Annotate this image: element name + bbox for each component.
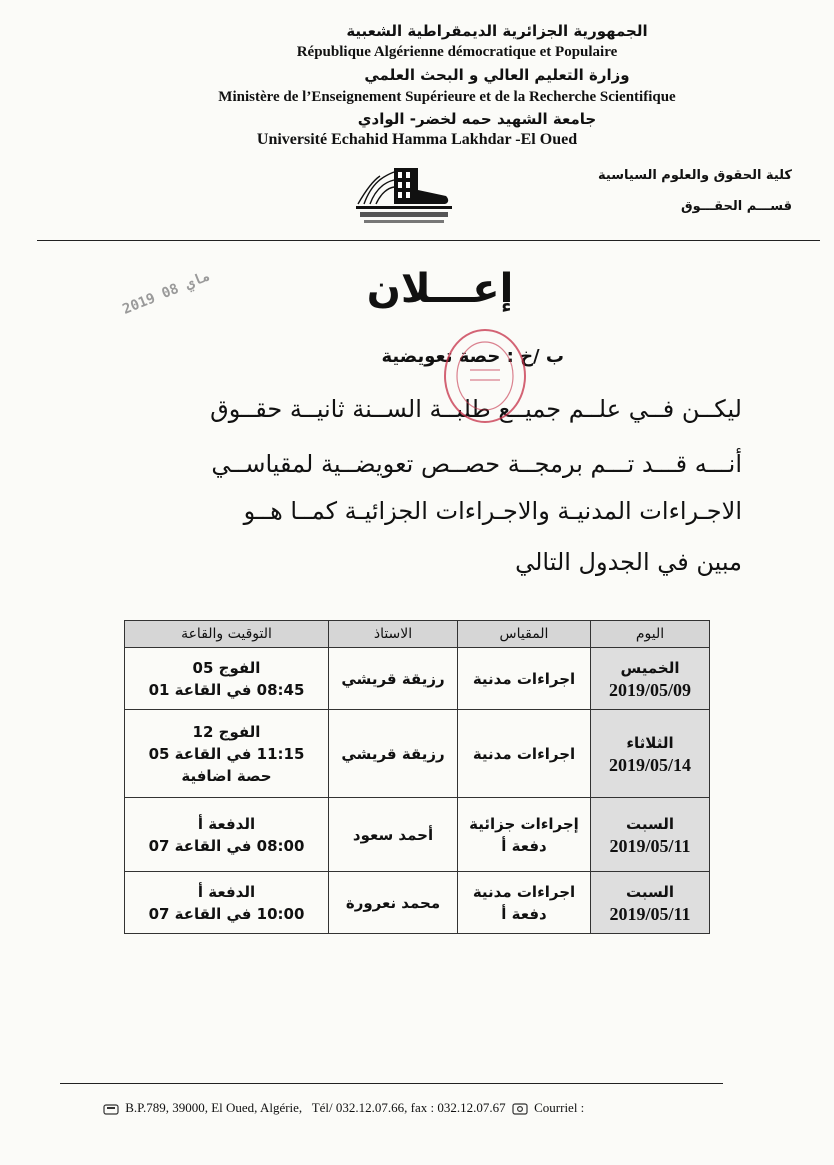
footer-email-label: Courriel : <box>534 1100 585 1115</box>
university-logo <box>350 160 460 228</box>
table-header-row <box>125 621 710 648</box>
header-ar-ministry: وزارة التعليم العالي و البحث العلمي <box>364 66 630 84</box>
body-line-4: مبين في الجدول التالي <box>515 548 742 576</box>
day-cell <box>591 798 710 872</box>
subject-group: دفعة أ <box>501 836 547 855</box>
table-row <box>125 798 710 872</box>
subject-cell <box>458 710 591 798</box>
time-room-cell <box>125 872 329 934</box>
table-row <box>125 710 710 798</box>
professor-cell: محمد نعرورة <box>329 872 458 934</box>
table-row <box>125 872 710 934</box>
header-ar-university: جامعة الشهيد حمه لخضر- الوادي <box>357 110 597 128</box>
footer-address: B.P.789, 39000, El Oued, Algérie, <box>125 1100 303 1115</box>
phone-icon <box>103 1103 119 1115</box>
professor-cell: رزيقة قريشي <box>329 710 458 798</box>
day-name: الخميس <box>620 658 680 677</box>
professor-cell: أحمد سعود <box>329 798 458 872</box>
group-label: الفوج 05 <box>192 658 261 677</box>
professor-cell: رزيقة قريشي <box>329 648 458 710</box>
time-room-label: 08:00 في القاعة 07 <box>148 836 305 855</box>
subject-name: اجراءات مدنية <box>472 882 576 901</box>
header-subject: المقياس <box>458 621 591 648</box>
footer-contact <box>100 1100 584 1116</box>
faculty-name: كلية الحقوق والعلوم السياسية <box>598 168 792 183</box>
footer-phone-fax: Tél/ 032.12.07.66, fax : 032.12.07.67 <box>311 1100 506 1115</box>
subject-cell <box>458 798 591 872</box>
time-room-cell <box>125 648 329 710</box>
footer-divider <box>60 1083 723 1084</box>
day-date: 2019/05/11 <box>609 903 691 924</box>
time-room-cell <box>125 710 329 798</box>
header-divider <box>37 240 820 241</box>
official-stamp <box>440 326 530 426</box>
header-fr-university: Université Echahid Hamma Lakhdar -El Oued <box>256 131 578 148</box>
time-room-label: 11:15 في القاعة 05 <box>148 744 305 763</box>
body-line-2: أنـــه قـــد تـــم برمجــة حصــص تعويضــية لمقياســي <box>211 450 742 478</box>
day-cell <box>591 648 710 710</box>
header-day: اليوم <box>591 621 710 648</box>
day-date: 2019/05/11 <box>609 835 691 856</box>
date-stamp: 2019 ماي 08 <box>120 268 213 318</box>
day-name: السبت <box>625 814 675 833</box>
header-ar-republic: الجمهورية الجزائرية الديمقراطية الشعبية <box>346 22 648 40</box>
subject-group: دفعة أ <box>501 904 547 923</box>
body-line-1: ليكــن فــي علــم جميــع طلبــة الســنة ثانيــة حقــوق <box>210 395 742 423</box>
group-label: الدفعة أ <box>197 882 256 901</box>
day-cell <box>591 710 710 798</box>
body-line-3: الاجـراءات المدنيـة والاجـراءات الجزائيـة كمــا هــو <box>243 497 742 525</box>
header-time-room: التوقيت والقاعة <box>125 621 329 648</box>
subject-cell <box>458 872 591 934</box>
day-name: السبت <box>625 882 675 901</box>
extra-note: حصة اضافية <box>181 766 272 785</box>
announcement-subject: ب /خ : حصة تعويضية <box>381 346 564 367</box>
schedule-table <box>124 620 710 934</box>
day-date: 2019/05/09 <box>608 679 691 700</box>
announcement-title: إعـــلان <box>366 266 514 312</box>
subject-name: اجراءات مدنية <box>472 744 576 763</box>
day-cell <box>591 872 710 934</box>
day-date: 2019/05/14 <box>608 754 691 775</box>
group-label: الفوج 12 <box>192 722 261 741</box>
header-fr-republic: République Algérienne démocratique et Populaire <box>296 44 618 60</box>
department-name: قســـم الحقـــوق <box>681 199 792 214</box>
day-name: الثلاثاء <box>626 733 674 752</box>
header-fr-ministry: Ministère de l’Enseignement Supérieure et de la Recherche Scientifique <box>218 89 676 105</box>
time-room-label: 08:45 في القاعة 01 <box>148 680 305 699</box>
subject-name: اجراءات مدنية <box>472 669 576 688</box>
time-room-cell <box>125 798 329 872</box>
time-room-label: 10:00 في القاعة 07 <box>148 904 305 923</box>
subject-name: إجراءات جزائية <box>469 814 579 833</box>
subject-cell <box>458 648 591 710</box>
table-row <box>125 648 710 710</box>
email-icon <box>512 1103 528 1115</box>
group-label: الدفعة أ <box>197 814 256 833</box>
header-professor: الاستاذ <box>329 621 458 648</box>
